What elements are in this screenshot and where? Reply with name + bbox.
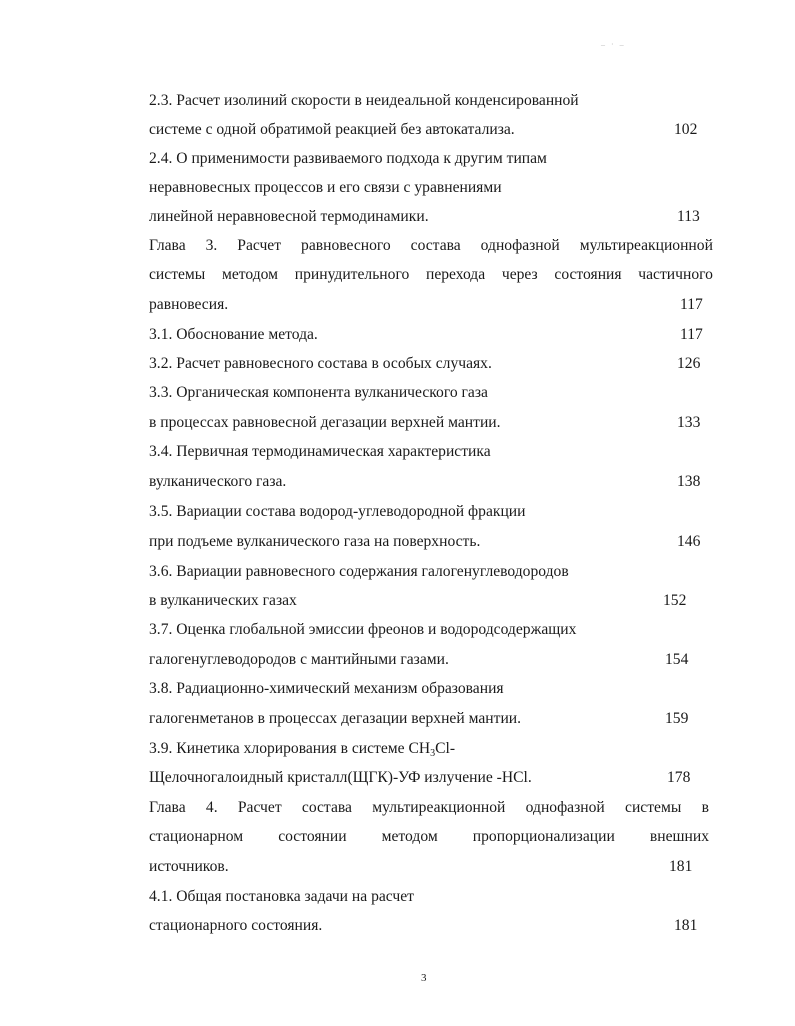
toc-3-3-line2: в процессах равновесной дегазации верхней мантии. [149,414,501,431]
word: состояния [554,266,622,283]
word: пропорционализации [472,828,615,845]
toc-3-9-line2: Щелочногалоидный кристалл(ЩГК)-УФ излучение -HCl. [149,769,532,786]
word: Расчет [237,237,282,254]
toc-3-9-line1 [149,739,455,759]
toc-3-8-line2: галогенметанов в процессах дегазации верхней мантии. [149,710,522,727]
word: мультиреакционной [579,237,713,254]
toc-2-4-line1: 2.4. О применимости развиваемого подхода к другим типам [149,150,547,167]
toc-3-5-line2: при подъеме вулканического газа на поверхность. [149,533,481,550]
toc-4-1-line1: 4.1. Общая постановка задачи на расчет [149,888,414,905]
subscript: 3 [430,748,436,759]
word: стационарном [149,828,244,845]
toc-2-4-line3: линейной неравновесной термодинамики. [149,208,429,225]
toc-3-4-line1: 3.4. Первичная термодинамическая характеристика [149,443,491,460]
toc-3-6-line2: в вулканических газах [149,592,297,609]
word: Глава [149,799,186,816]
toc-3-7-line1: 3.7. Оценка глобальной эмиссии фреонов и водородсодержащих [149,621,577,638]
page-number: 3 [421,972,427,984]
toc-3-6-line1: 3.6. Вариации равновесного содержания галогенуглеводородов [149,563,569,580]
toc-chapter-3-line1 [149,236,713,256]
toc-3-9-page: 178 [667,769,691,786]
toc-3-4-line2: вулканического газа. [149,473,287,490]
text: 3.9. Кинетика хлорирования в системе CH [149,740,431,757]
toc-3-2-line1: 3.2. Расчет равновесного состава в особых случаях. [149,355,492,372]
word: однофазной [525,799,605,816]
word: однофазной [480,237,560,254]
toc-3-2-page: 126 [677,355,701,372]
word: системы [625,799,682,816]
toc-3-1-page: 117 [680,326,703,343]
toc-4-1-line2: стационарного состояния. [149,917,323,934]
toc-chapter-4-line2 [149,827,709,847]
word: мультиреакционной [372,799,506,816]
toc-chapter-3-line3: равновесия. [149,296,229,313]
word: принудительного [294,266,410,283]
toc-3-3-page: 133 [677,414,701,431]
toc-2-3-page: 102 [674,121,698,138]
word: 3. [205,237,218,254]
word: состава [301,799,352,816]
toc-3-5-page: 146 [677,533,701,550]
toc-chapter-3-page: 117 [680,296,703,313]
toc-3-5-line1: 3.5. Вариации состава водород-углеводородной фракции [149,503,526,520]
toc-3-8-page: 159 [665,710,689,727]
toc-chapter-4-page: 181 [669,858,693,875]
word: Расчет [237,799,282,816]
word: внешних [649,828,709,845]
toc-chapter-4-line1 [149,798,709,818]
word: перехода [425,266,486,283]
toc-2-3-line2: системе с одной обратимой реакцией без автокатализа. [149,121,515,138]
toc-3-4-page: 138 [677,473,701,490]
toc-3-1-line1: 3.1. Обоснование метода. [149,326,318,343]
toc-3-7-line2: галогенуглеводородов с мантийными газами. [149,651,449,668]
word: через [501,266,538,283]
word: равновесного [301,237,391,254]
text: Cl- [435,740,456,757]
word: методом [221,266,279,283]
toc-2-4-page: 113 [677,208,700,225]
toc-3-6-page: 152 [663,592,687,609]
scan-artifact: – · – [601,40,626,49]
toc-2-4-line2: неравновесных процессов и его связи с уравнениями [149,179,502,196]
toc-3-7-page: 154 [665,651,689,668]
toc-chapter-3-line2 [149,265,713,285]
word: системы [149,266,206,283]
word: в [701,799,709,816]
word: методом [381,828,438,845]
toc-3-3-line1: 3.3. Органическая компонента вулканического газа [149,384,488,401]
word: состава [410,237,461,254]
word: частичного [638,266,713,283]
toc-2-3-line1: 2.3. Расчет изолиний скорости в неидеальной конденсированной [149,92,579,109]
word: Глава [149,237,186,254]
word: состоянии [278,828,347,845]
toc-3-8-line1: 3.8. Радиационно-химический механизм образования [149,680,504,697]
toc-4-1-page: 181 [674,917,698,934]
toc-chapter-4-line3: источников. [149,858,229,875]
word: 4. [205,799,218,816]
